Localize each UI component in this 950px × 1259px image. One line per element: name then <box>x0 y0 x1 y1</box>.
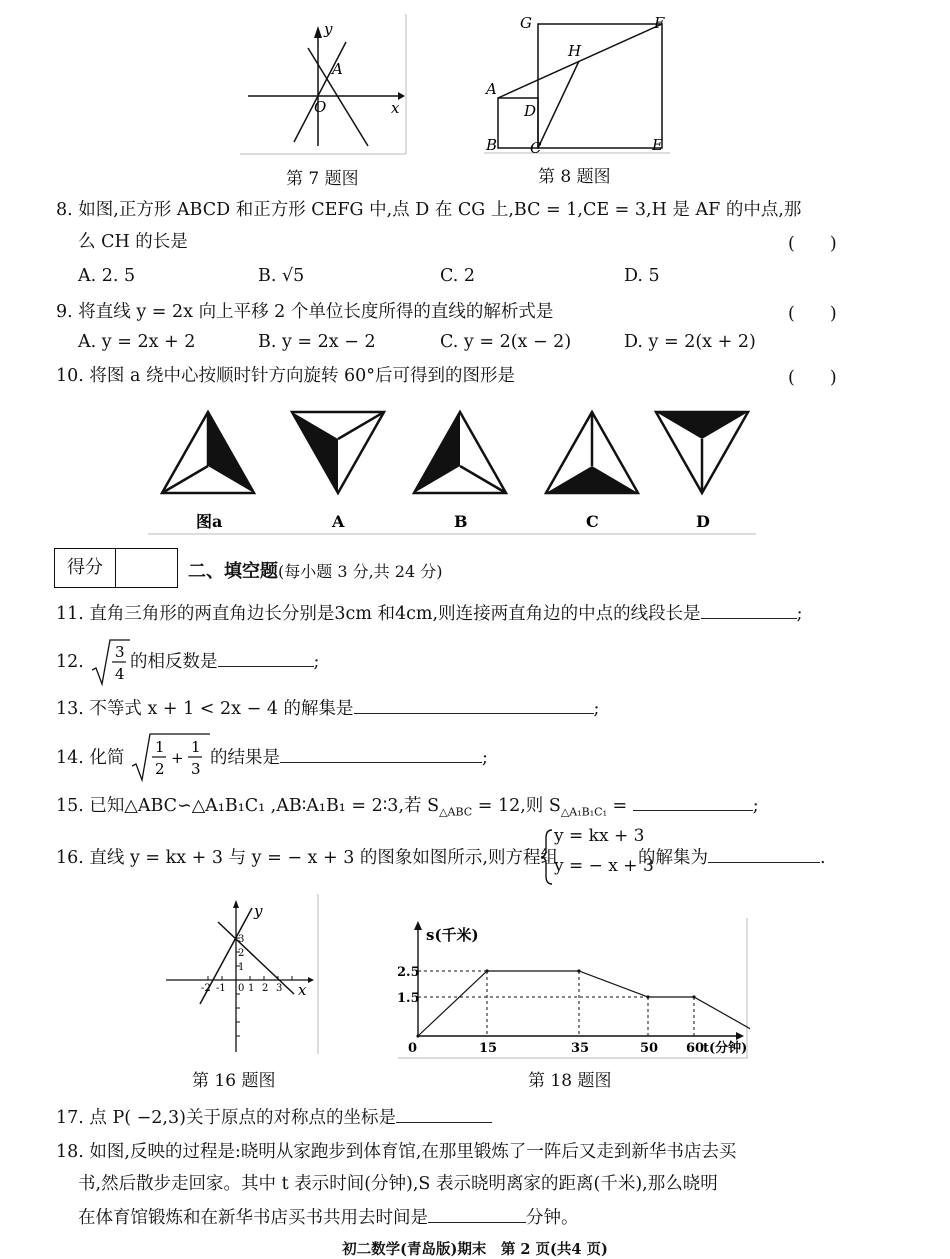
ytick-2: 2 <box>238 948 245 959</box>
frac-denominator: 4 <box>115 665 125 683</box>
option-d-label: D <box>696 512 710 531</box>
distance-time-line <box>418 971 750 1036</box>
question-9-option-a: A. y = 2x + 2 <box>78 332 196 352</box>
xtick-1: 1 <box>248 983 255 994</box>
figure-16-graph <box>160 894 320 1056</box>
ytick-3: 3 <box>238 934 245 945</box>
option-a-triangle <box>292 412 384 493</box>
figure-7-graph <box>240 14 408 156</box>
question-8-option-b: B. √5 <box>258 266 305 286</box>
frac1-numerator: 1 <box>155 738 165 756</box>
frac1-denominator: 2 <box>155 760 165 778</box>
question-18-line3-end: 分钟。 <box>526 1208 579 1228</box>
figure-8-graph <box>484 12 672 154</box>
question-8-line1: 8. 如图,正方形 ABCD 和正方形 CEFG 中,点 D 在 CG 上,BC = 1,CE = 3,H 是 AF 的中点,那 <box>56 200 802 220</box>
question-9-option-b: B. y = 2x − 2 <box>258 332 376 352</box>
question-16-end: . <box>820 848 826 868</box>
question-18-blank[interactable] <box>428 1206 526 1223</box>
question-12-blank[interactable] <box>218 650 314 667</box>
figure-16-caption: 第 16 题图 <box>192 1071 276 1091</box>
score-label: 得分 <box>55 549 116 587</box>
question-10-figures <box>148 398 758 536</box>
page-footer: 初二数学(青岛版)期末 第 2 页(共4 页) <box>342 1241 608 1258</box>
question-10-answer-paren: ( ) <box>788 368 837 388</box>
segment-ch <box>538 61 579 148</box>
question-14-end: ; <box>482 748 488 768</box>
system-eq1: y = kx + 3 <box>554 826 645 846</box>
frac2-denominator: 3 <box>191 760 201 778</box>
question-15-text: 15. 已知△ABC∽△A₁B₁C₁ ,AB∶A₁B₁ = 2∶3,若 S <box>56 796 440 816</box>
xtick-0: 0 <box>238 983 245 994</box>
label-y: y <box>324 20 333 38</box>
label-g: G <box>520 14 532 32</box>
label-a: A <box>486 80 497 98</box>
brace-icon <box>540 828 554 886</box>
xtick-label-60: 60 <box>686 1041 705 1056</box>
ytick-label-2-5: 2.5 <box>398 965 420 980</box>
rotation-figures <box>148 398 758 536</box>
question-8-line2: 么 CH 的长是 <box>78 232 188 252</box>
question-8-option-d: D. 5 <box>624 266 660 286</box>
question-16 <box>56 846 558 870</box>
sqrt-symbol <box>90 638 130 686</box>
question-11-text: 11. 直角三角形的两直角边长分别是3cm 和4cm,则连接两直角边的中点的线段长是 <box>56 604 701 624</box>
question-17 <box>56 1106 492 1130</box>
question-12-sqrt <box>90 638 130 690</box>
question-15-end: ; <box>752 796 759 816</box>
option-b-triangle <box>414 412 506 493</box>
question-9-option-c: C. y = 2(x − 2) <box>440 332 572 352</box>
question-14-blank[interactable] <box>280 746 482 763</box>
question-13-end: ; <box>593 699 600 719</box>
label-origin: O <box>314 98 327 116</box>
figure-a-label: 图a <box>196 512 223 531</box>
label-x: x <box>298 981 307 999</box>
question-16-text: 16. 直线 y = kx + 3 与 y = − x + 3 的图象如图所示,则方程组 <box>56 848 558 868</box>
xtick-label-50: 50 <box>640 1041 659 1056</box>
label-d: D <box>524 102 537 120</box>
figure-a-triangle <box>162 412 254 493</box>
section-2-subtitle: (每小题 3 分,共 24 分) <box>278 562 443 581</box>
question-10-text: 10. 将图 a 绕中心按顺时针方向旋转 60°后可得到的图形是 <box>56 366 516 386</box>
question-9-text: 9. 将直线 y = 2x 向上平移 2 个单位长度所得的直线的解析式是 <box>56 302 554 322</box>
figure-8-caption: 第 8 题图 <box>538 167 611 187</box>
figure-16 <box>160 894 320 1056</box>
question-14-sqrt <box>130 732 210 786</box>
plus-sign: + <box>171 749 184 767</box>
chart-xlabel: t(分钟) <box>703 1041 748 1056</box>
question-16-blank[interactable] <box>708 846 820 863</box>
question-17-blank[interactable] <box>396 1106 492 1123</box>
xtick-label-35: 35 <box>571 1041 590 1056</box>
question-17-text: 17. 点 P( −2,3)关于原点的对称点的坐标是 <box>56 1108 396 1128</box>
chart-ylabel: s(千米) <box>426 926 479 944</box>
question-9-option-d: D. y = 2(x + 2) <box>624 332 756 352</box>
question-14-text: 的结果是 <box>210 748 280 768</box>
section-2-title <box>188 557 442 583</box>
chart-origin: 0 <box>408 1041 418 1056</box>
figure-18 <box>398 918 750 1060</box>
question-18-line3 <box>78 1206 579 1230</box>
question-13-text: 13. 不等式 x + 1 < 2x − 4 的解集是 <box>56 699 354 719</box>
question-16-tail: 的解集为 <box>638 848 708 868</box>
label-f: F <box>654 14 665 32</box>
label-e: E <box>652 136 663 154</box>
question-15-eq: = <box>606 796 633 816</box>
question-18-line3-text: 在体育馆锻炼和在新华书店买书共用去时间是 <box>78 1208 428 1228</box>
option-c-triangle <box>546 412 638 493</box>
option-a-label: A <box>332 512 345 531</box>
figure-8 <box>484 12 672 154</box>
option-d-triangle <box>656 412 748 493</box>
question-14-num: 14. 化简 <box>56 748 125 768</box>
ytick-1: 1 <box>238 962 245 973</box>
question-18-line1: 18. 如图,反映的过程是:晓明从家跑步到体育馆,在那里锻炼了一阵后又走到新华书店去买 <box>56 1142 737 1162</box>
question-11-blank[interactable] <box>701 602 797 619</box>
figure-18-caption: 第 18 题图 <box>528 1071 612 1091</box>
figure-7-caption: 第 7 题图 <box>286 169 359 189</box>
label-h: H <box>568 42 582 60</box>
question-8-option-a: A. 2. 5 <box>78 266 136 286</box>
question-15-mid: = 12,则 S <box>472 796 561 816</box>
question-18-line2: 书,然后散步走回家。其中 t 表示时间(分钟),S 表示晓明离家的距离(千米),那么晓明 <box>78 1174 718 1194</box>
question-15-sub2: △A₁B₁C₁ <box>560 805 607 819</box>
question-12-text: 的相反数是 <box>130 652 218 672</box>
frac2-numerator: 1 <box>191 738 201 756</box>
label-y: y <box>254 902 263 920</box>
question-11-end: ; <box>796 604 803 624</box>
question-14 <box>56 746 124 770</box>
line-neg-x-plus-3 <box>218 922 294 994</box>
xtick-neg2: -2 <box>201 983 211 994</box>
frac-numerator: 3 <box>115 643 125 661</box>
question-12-rest <box>130 650 319 674</box>
square-cefg <box>538 24 662 148</box>
xtick-neg1: -1 <box>216 983 226 994</box>
segment-af <box>498 24 662 98</box>
xtick-label-15: 15 <box>479 1041 498 1056</box>
question-13-blank[interactable] <box>354 697 594 714</box>
xtick-2: 2 <box>262 983 269 994</box>
question-12-end: ; <box>313 652 320 672</box>
question-13 <box>56 697 599 721</box>
question-15-blank[interactable] <box>633 794 753 811</box>
question-9-answer-paren: ( ) <box>788 304 837 324</box>
question-12-num: 12. <box>56 652 84 672</box>
label-x: x <box>391 99 400 117</box>
option-c-label: C <box>586 512 599 531</box>
question-16-rest <box>638 846 826 870</box>
sqrt-symbol <box>130 732 210 782</box>
question-8-option-c: C. 2 <box>440 266 476 286</box>
system-eq2: y = − x + 3 <box>554 856 654 876</box>
question-15-sub1: △ABC <box>439 805 473 819</box>
figure-7 <box>240 14 408 156</box>
question-14-rest <box>210 746 488 770</box>
option-b-label: B <box>454 512 468 531</box>
ytick-label-1-5: 1.5 <box>398 991 420 1006</box>
line-1 <box>294 42 346 142</box>
question-8-answer-paren: ( ) <box>788 234 837 254</box>
score-box <box>54 548 178 588</box>
xtick-3: 3 <box>276 983 283 994</box>
question-11 <box>56 602 802 626</box>
label-c: C <box>530 139 542 154</box>
section-2-heading: 二、填空题 <box>188 561 278 582</box>
label-a: A <box>332 60 343 78</box>
question-12 <box>56 650 84 674</box>
question-15 <box>56 794 759 825</box>
figure-18-chart <box>398 918 750 1060</box>
label-b: B <box>486 136 498 154</box>
